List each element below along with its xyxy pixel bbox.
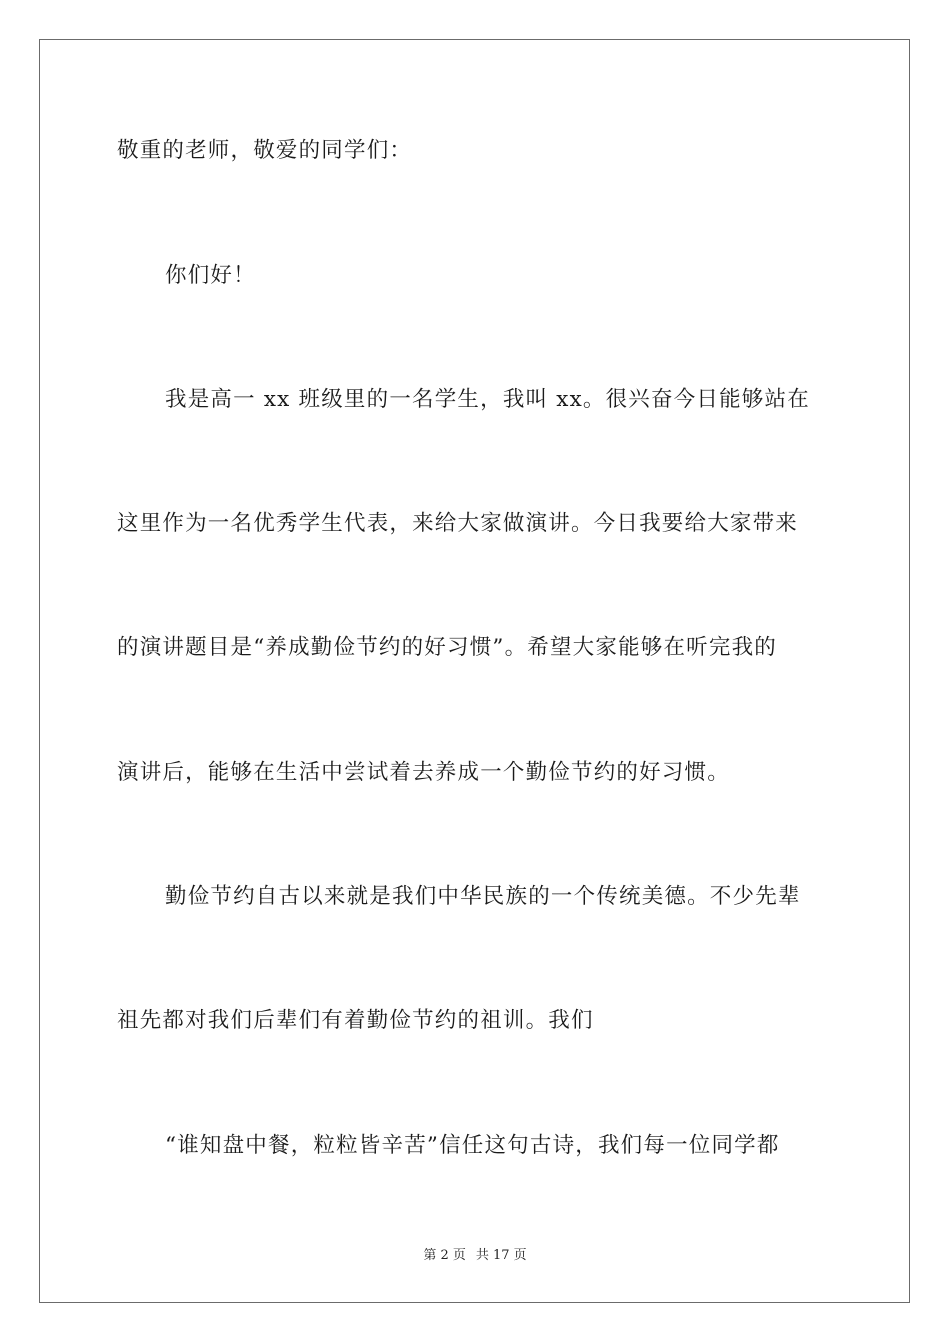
paragraph-line: “谁知盘中餐，粒粒皆辛苦”信任这句古诗，我们每一位同学都: [165, 1133, 780, 1158]
page-footer: [0, 1247, 950, 1265]
salutation-line: 敬重的老师，敬爱的同学们：: [117, 138, 413, 163]
paragraph-line: 祖先都对我们后辈们有着勤俭节约的祖训。我们: [117, 1008, 594, 1033]
page-border: [39, 39, 910, 1303]
paragraph-line: 的演讲题目是“养成勤俭节约的好习惯”。希望大家能够在听完我的: [117, 635, 777, 660]
paragraph-line: 演讲后，能够在生活中尝试着去养成一个勤俭节约的好习惯。: [117, 760, 730, 785]
greeting-line: 你们好！: [165, 263, 256, 288]
paragraph-line: 勤俭节约自古以来就是我们中华民族的一个传统美德。不少先辈: [165, 884, 801, 909]
page-total: 共 17 页: [475, 1248, 527, 1263]
paragraph-line: 这里作为一名优秀学生代表，来给大家做演讲。今日我要给大家带来: [117, 511, 799, 536]
page-number: 第 2 页: [423, 1248, 466, 1263]
paragraph-line: 我是高一 xx 班级里的一名学生，我叫 xx。很兴奋今日能够站在: [165, 387, 810, 412]
